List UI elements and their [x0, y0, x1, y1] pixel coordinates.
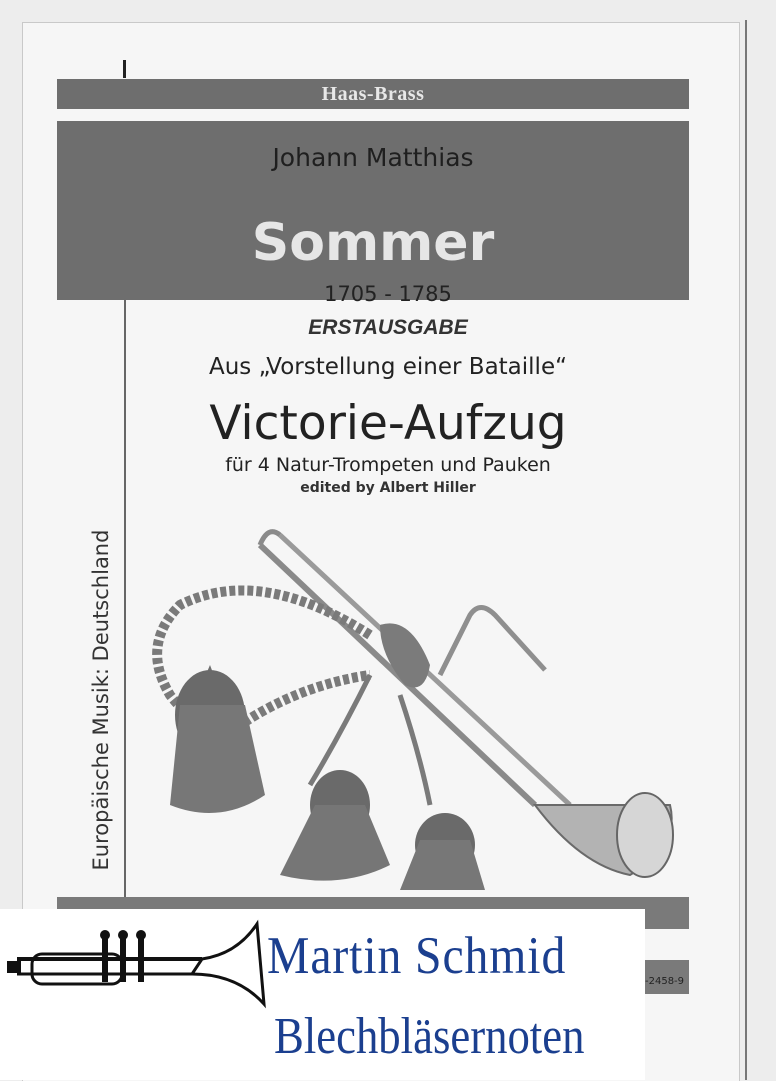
dealer-name: Martin Schmid — [267, 927, 567, 985]
publisher-bar: Haas-Brass — [57, 79, 689, 109]
baroque-trumpet-with-tassels-image — [140, 505, 700, 890]
series-label: Europäische Musik: Deutschland — [89, 529, 113, 871]
dealer-tagline: Blechbläsernoten — [274, 1008, 585, 1065]
edition-note: ERSTAUSGABE — [308, 316, 468, 339]
editor-credit: edited by Albert Hiller — [300, 480, 476, 496]
work-title: Victorie-Aufzug — [209, 396, 567, 451]
source-work: Aus „Vorstellung einer Bataille“ — [208, 354, 568, 380]
composer-surname: Sommer — [251, 213, 495, 273]
composer-panel — [57, 121, 689, 300]
composer-first-names: Johann Matthias — [272, 143, 474, 172]
crop-mark — [123, 60, 126, 78]
dealer-stamp — [0, 909, 645, 1080]
trumpet-icon — [2, 909, 272, 1019]
composer-dates: 1705 - 1785 — [324, 282, 452, 306]
page-edge-rule — [745, 20, 747, 1080]
catalog-number: -2458-9 — [645, 976, 685, 987]
margin-rule — [124, 300, 126, 900]
scoring: für 4 Natur-Trompeten und Pauken — [225, 454, 551, 476]
